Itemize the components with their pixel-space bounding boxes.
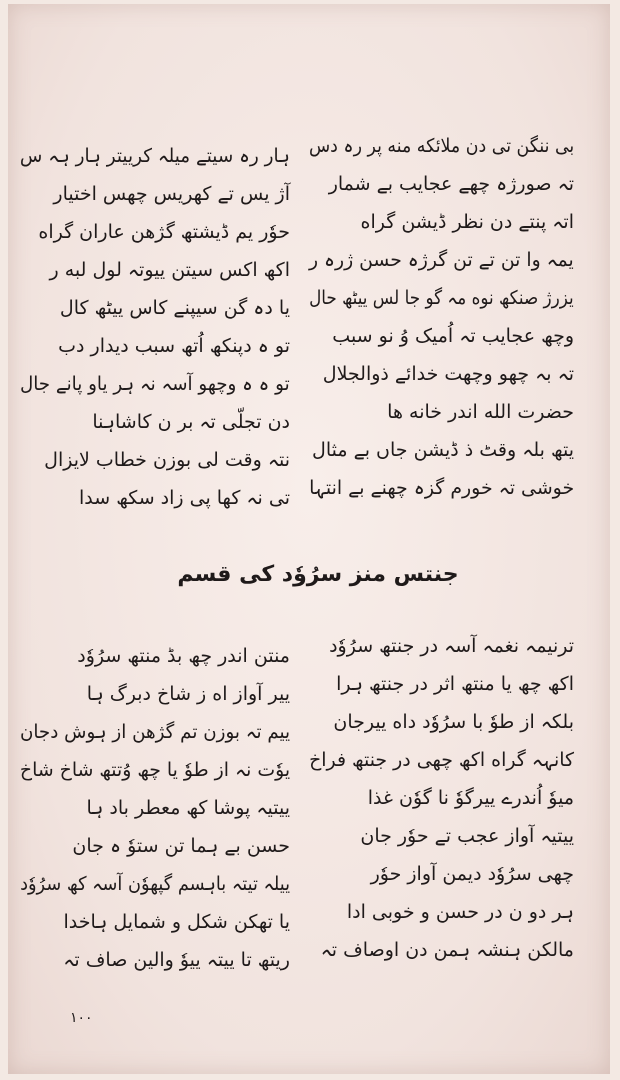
verse-line: بلکہ از طوٗ با سرُوٗد داه ییرجان	[333, 711, 574, 733]
stanza-bottom-left	[20, 644, 290, 1004]
verse-line: ییر آواز اه ز شاخ دبرگ ہا	[86, 683, 290, 705]
verse-line: ریتھ تا ییتہ ییوٗ والین صاف تہ	[63, 949, 290, 971]
verse-line: اکھ چھ یا منتھ اثر در جنتھ ہرا	[336, 673, 574, 695]
section-heading: جنتس منز سرُوٗد کی قسم	[177, 562, 459, 587]
verse-line: یوٗت نہ از طوٗ یا چھ وُتتھ شاخ شاخ	[19, 759, 290, 781]
verse-line: آژ یس تے کھریس چھس اختیار	[53, 183, 290, 205]
verse-line: تہ بہ چھو وچھت خدائے ذوالجلال	[322, 363, 574, 385]
verse-line: نتہ وقت لی بوزن خطاب لایزال	[44, 449, 290, 471]
verse-line: ییم تہ بوزن تم گژھن از ہوش دجان	[19, 721, 290, 743]
verse-line: تو ہ ہ وچھو آسہ نہ ہر یاو پانے جال	[20, 373, 290, 395]
verse-line: یا تھکن شکل و شمایل ہاخدا	[63, 911, 290, 933]
verse-line: وچھ عجایب تہ اُمیک وُ نو سبب	[332, 325, 574, 347]
stanza-bottom-right	[309, 624, 574, 984]
verse-line: ییلہ تیتہ باہسم گپھوٗن آسہ کھ سرُوٗد	[19, 873, 290, 895]
verse-line: تو ہ دپنکھ اُتھ سبب دیدار دب	[58, 335, 290, 357]
verse-line: ہار رہ سیتے میلہ کرییتر ہار ہہ س	[20, 145, 290, 167]
verse-line: یزرژ صنکھ نوه مہ گو جا لس ییٹھ حال	[309, 287, 574, 309]
verse-line: منتن اندر چھ بڈ منتھ سرُوٗد	[77, 645, 290, 667]
verse-line: تی نہ کھا پی زاد سکھ سدا	[78, 487, 290, 509]
verse-line: حسن بے ہما تن ستوٗ ہ جان	[72, 835, 290, 857]
verse-line: اتہ پنتے دن نظر ڈیشن گراه	[360, 211, 574, 233]
verse-line: ترنیمہ نغمہ آسہ در جنتھ سرُوٗد	[329, 635, 574, 657]
verse-line: تہ صورژہ چھے عجایب بے شمار	[328, 173, 574, 195]
verse-line: حضرت الله اندر خانه ها	[387, 401, 574, 423]
verse-line: بی ننگن تی دن ملائکه منه پر رہ دس	[308, 135, 574, 157]
verse-line: مالکن ہنشہ ہمن دن اوصاف تہ	[320, 939, 574, 961]
verse-line: ہر دو ن در حسن و خوبی ادا	[346, 901, 574, 923]
verse-line: کانہہ گراه اکھ چھی در جنتھ فراخ	[309, 749, 574, 771]
verse-line: خوشی تہ خورم گزہ چھنے بے انتہا	[308, 477, 574, 499]
verse-line: دن تجلّی تہ بر ن کاشاہنا	[92, 411, 290, 433]
verse-line: حوٗر یم ڈیشتھ گژھن عاران گراه	[38, 221, 290, 243]
verse-line: چھی سرُوٗد دیمن آواز حوٗر	[370, 863, 574, 885]
verse-line: یتھ بلہ وقٹ ذ ڈیشن جاں بے مثال	[312, 439, 574, 461]
verse-line: میوٗ اُندرے ییرگوٗ نا گوٗن غذا	[367, 787, 574, 809]
stanza-top-left	[20, 144, 290, 524]
book-page	[8, 4, 610, 1074]
stanza-top-right	[309, 122, 574, 502]
page-number: ۱۰۰	[70, 1010, 93, 1026]
verse-line: یا دہ گن سیپنے کاس ییٹھ کال	[59, 297, 290, 319]
verse-line: اکھ اکس سیتن ییوتہ لول لبه ر	[49, 259, 290, 281]
verse-line: ییتیہ آواز عجب تے حوٗر جان	[360, 825, 574, 847]
verse-line: ییتیہ پوشا کھ معطر باد ہا	[86, 797, 290, 819]
verse-line: یمہ وا تن تے تن گرژہ حسن ژرہ ر	[309, 249, 574, 271]
